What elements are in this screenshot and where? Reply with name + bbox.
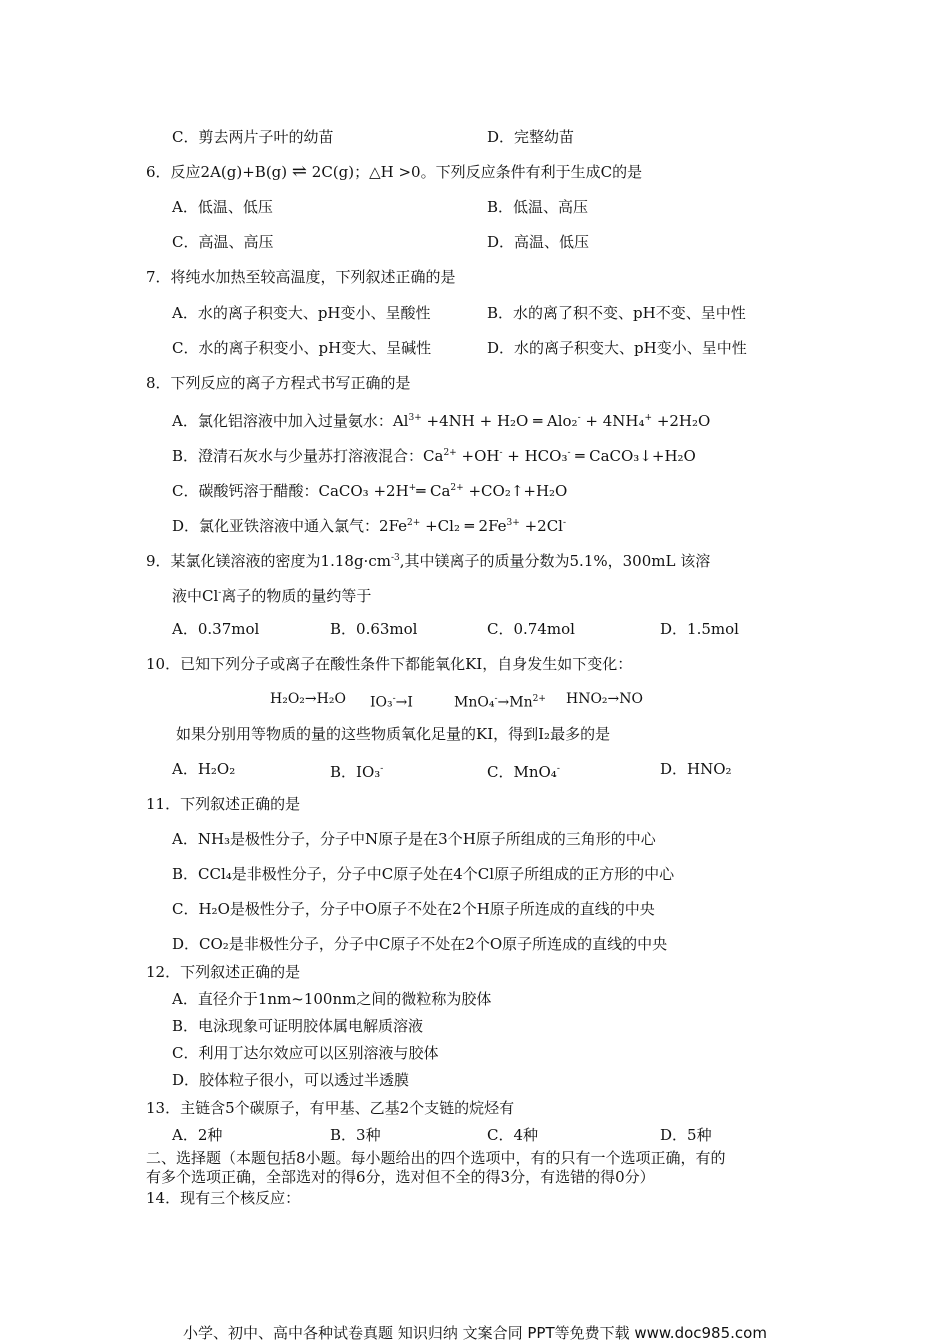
q13-option-b: B．3种 (330, 1126, 381, 1144)
q9-stem2-pre: 液中Cl (172, 587, 219, 605)
q6-option-c: C．高温、高压 (172, 233, 274, 251)
q8b-sup2: - (499, 448, 503, 458)
q7-option-d: D．水的离子积变大、pH变小、呈中性 (487, 339, 747, 357)
q9-option-b: B．0.63mol (330, 620, 418, 638)
q10-option-c (487, 759, 560, 782)
q8-stem: 8．下列反应的离子方程式书写正确的是 (146, 374, 411, 392)
q9-stem-post: ,其中镁离子的质量分数为5.1%，300mL 该溶 (399, 552, 711, 570)
q8a-mid2: + 4NH₄ (580, 412, 645, 430)
q12-option-d: D．胶体粒子很小，可以透过半透膜 (172, 1071, 410, 1089)
q9-stem2-post: 离子的物质的量约等于 (221, 587, 372, 605)
q10-stem-line2: 如果分别用等物质的量的这些物质氧化足量的KI，得到I₂最多的是 (176, 725, 611, 743)
q11-option-c: C．H₂O是极性分子，分子中O原子不处在2个H原子所连成的直线的中央 (172, 900, 655, 918)
q8b-text: B．澄清石灰水与少量苏打溶液混合：Ca (172, 447, 444, 465)
q8a-sup3: + (644, 413, 653, 423)
q13-option-d: D．5种 (660, 1126, 712, 1144)
q12-option-b: B．电泳现象可证明胶体属电解质溶液 (172, 1017, 424, 1035)
q8a-sup1: 3+ (408, 413, 422, 423)
q9-stem-sup: -3 (390, 553, 400, 563)
q8b-end: ═ CaCO₃↓+H₂O (570, 447, 696, 465)
q9-stem2-sup: - (218, 588, 222, 598)
q7-option-c: C．水的离子积变小、pH变大、呈碱性 (172, 339, 432, 357)
q5-option-c: C．剪去两片子叶的幼苗 (172, 128, 334, 146)
q8a-sup2: - (577, 413, 581, 423)
q6-stem (146, 162, 642, 182)
equilibrium-arrow-icon: ⇌ (291, 161, 307, 182)
q10b-sup: - (380, 764, 384, 774)
page-footer: 小学、初中、高中各种试卷真题 知识归纳 文案合同 PPT等免费下载 www.doc985.com (183, 1324, 767, 1342)
q13-stem: 13．主链含5个碳原子，有甲基、乙基2个支链的烷烃有 (146, 1099, 515, 1117)
q11-option-a: A．NH₃是极性分子，分子中N原子是在3个H原子所组成的三角形的中心 (172, 830, 656, 848)
q6-option-d: D．高温、低压 (487, 233, 590, 251)
q6-option-a: A．低温、低压 (172, 198, 273, 216)
q14-stem: 14．现有三个核反应： (146, 1189, 301, 1207)
q10-r3-pre: MnO₄ (454, 694, 495, 711)
q12-stem: 12．下列叙述正确的是 (146, 963, 301, 981)
q10-r3-sup2: 2+ (532, 694, 546, 704)
q10-r2-sup: - (392, 694, 396, 704)
q10-option-b (330, 759, 383, 782)
q8b-mid2: + HCO₃ (502, 447, 568, 465)
q10-reaction-3 (454, 689, 546, 713)
q10-r2-pre: IO₃ (370, 694, 393, 711)
q8a-text: A．氯化铝溶液中加入过量氨水：Al (172, 412, 409, 430)
q8c-text: C．碳酸钙溶于醋酸：CaCO₃ +2H (172, 482, 409, 500)
q10-reaction-4: HNO₂→NO (566, 691, 644, 707)
q12-option-c: C．利用丁达尔效应可以区别溶液与胶体 (172, 1044, 439, 1062)
section-2-instructions: 有多个选项正确，全部选对的得6分，选对但不全的得3分，有选错的得0分） (146, 1168, 655, 1186)
q8a-mid: +4NH + H₂O ═ Alo₂ (421, 412, 578, 430)
q6-option-b: B．低温、高压 (487, 198, 589, 216)
q8b-sup3: - (567, 448, 571, 458)
q6-stem-part1: 6．反应2A(g)+B(g) (146, 163, 288, 181)
q8b-mid: +OH (456, 447, 500, 465)
q8-option-c (172, 478, 567, 501)
q8c-sup2: 2+ (450, 483, 464, 493)
q6-stem-part2: 2C(g)；△H >0。下列反应条件有利于生成C的是 (311, 163, 643, 181)
q10-r2-post: →I (395, 694, 413, 711)
q10-reaction-2 (370, 689, 413, 713)
q9-stem-pre: 9．某氯化镁溶液的密度为1.18g·cm (146, 552, 391, 570)
q13-option-c: C．4种 (487, 1126, 539, 1144)
q7-option-a: A．水的离子积变大、pH变小、呈酸性 (172, 304, 431, 322)
q8a-end: +2H₂O (652, 412, 711, 430)
q9-stem-line2 (172, 583, 371, 606)
q10c-sup: - (556, 764, 560, 774)
q11-option-d: D．CO₂是非极性分子，分子中C原子不处在2个O原子所连成的直线的中央 (172, 935, 668, 953)
q12-option-a: A．直径介于1nm~100nm之间的微粒称为胶体 (172, 990, 492, 1008)
q9-stem (146, 548, 710, 571)
section-2-heading: 二、选择题（本题包括8小题。每小题给出的四个选项中，有的只有一个选项正确，有的 (146, 1149, 726, 1167)
q8d-sup2: 3+ (506, 518, 520, 528)
q10c-pre: C．MnO₄ (487, 763, 557, 781)
q8d-mid2: +2Cl (519, 517, 563, 535)
q8c-sup1: + (408, 483, 417, 493)
q9-option-a: A．0.37mol (172, 620, 260, 638)
q10-option-a: A．H₂O₂ (172, 760, 236, 778)
q10-stem: 10．已知下列分子或离子在酸性条件下都能氧化KI，自身发生如下变化： (146, 655, 633, 673)
q10-r3-sup1: - (494, 694, 498, 704)
q9-option-d: D．1.5mol (660, 620, 739, 638)
q5-option-d: D．完整幼苗 (487, 128, 575, 146)
q11-option-b: B．CCl₄是非极性分子，分子中C原子处在4个Cl原子所组成的正方形的中心 (172, 865, 675, 883)
q7-stem: 7．将纯水加热至较高温度，下列叙述正确的是 (146, 268, 456, 286)
q8-option-d (172, 513, 566, 536)
q11-stem: 11．下列叙述正确的是 (146, 795, 301, 813)
q8-option-a (172, 408, 710, 431)
q10-r3-mid: →Mn (497, 694, 533, 711)
q8-option-b (172, 443, 696, 466)
q8d-sup1: 2+ (407, 518, 421, 528)
q8d-mid: +Cl₂ ═ 2Fe (420, 517, 507, 535)
q10-reaction-1: H₂O₂→H₂O (270, 691, 346, 707)
q8d-sup3: - (562, 518, 567, 528)
q10-option-d: D．HNO₂ (660, 760, 732, 778)
q8c-mid: ═ Ca (416, 482, 451, 500)
q10b-pre: B．IO₃ (330, 763, 381, 781)
q8c-end: +CO₂↑+H₂O (463, 482, 568, 500)
q8d-text: D．氯化亚铁溶液中通入氯气：2Fe (172, 517, 408, 535)
q9-option-c: C．0.74mol (487, 620, 575, 638)
q8b-sup1: 2+ (443, 448, 457, 458)
q7-option-b: B．水的离了积不变、pH不变、呈中性 (487, 304, 746, 322)
q13-option-a: A．2种 (172, 1126, 223, 1144)
